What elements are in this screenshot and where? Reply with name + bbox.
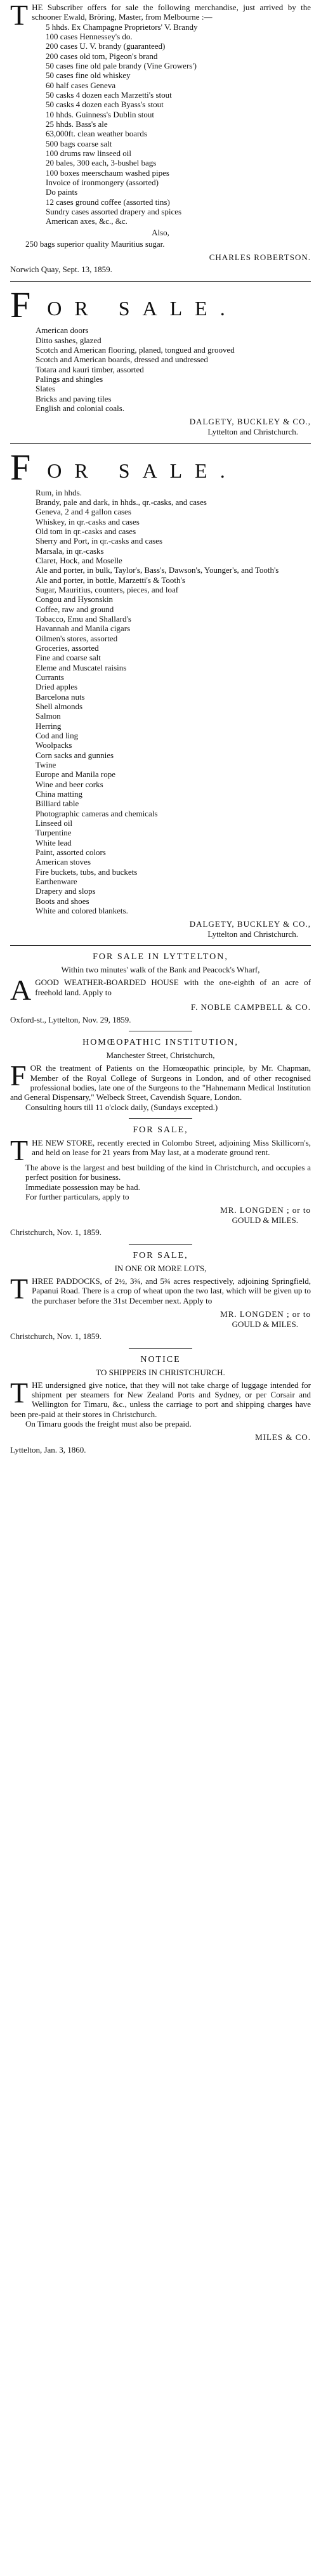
- list-item: 50 casks 4 dozen each Byass's stout: [46, 100, 164, 110]
- list-item: 50 cases fine old whiskey: [46, 70, 131, 81]
- list-item: American stoves: [36, 857, 91, 867]
- list-item: Claret, Hock, and Moselle: [36, 556, 122, 566]
- list-item: Sugar, Mauritius, counters, pieces, and loaf: [36, 585, 179, 595]
- list-item: Shell almonds: [36, 702, 83, 712]
- dateline: Lyttelton, Jan. 3, 1860.: [10, 1444, 86, 1455]
- ad-body: THREE PADDOCKS, of 2½, 3¾, and 5¾ acres respectively, adjoining Springfield, Papanui Road. There is a crop of wheat upon the two last, which will be given up to the purchaser before the 31st December next. Apply to: [10, 1272, 311, 1305]
- signature-2: GOULD & MILES.: [232, 1319, 298, 1329]
- list-item: Brandy, pale and dark, in hhds., qr.-casks, and cases: [36, 497, 207, 507]
- list-item: Ale and porter, in bulk, Taylor's, Bass's, Dawson's, Younger's, and Tooth's: [36, 565, 279, 575]
- list-item: Slates: [36, 384, 56, 394]
- list-item: 60 half cases Geneva: [46, 80, 116, 90]
- list-item: Fine and coarse salt: [36, 653, 101, 663]
- list-item: 100 drums raw linseed oil: [46, 148, 132, 158]
- list-item: Herring: [36, 721, 62, 731]
- ad-body: THE undersigned give notice, that they will not take charge of luggage intended for shipment per steamers for New Zealand Ports and Sydney, or per Corsair and Wellington for Timaru, &c., unless the carriage to port and shipping charges have been pre-paid at their stores in Christchurch.: [10, 1376, 311, 1419]
- list-item: White and colored blankets.: [36, 905, 128, 915]
- list-item: Marsala, in qr.-casks: [36, 546, 104, 556]
- list-item: Turpentine: [36, 828, 72, 838]
- list-item: 25 hhds. Bass's ale: [46, 119, 108, 129]
- list-item: Eleme and Muscatel raisins: [36, 662, 127, 672]
- column-rule: [10, 945, 311, 946]
- ad-heading: FOR SALE,: [133, 1125, 188, 1135]
- list-item: Drapery and slops: [36, 886, 96, 896]
- list-item: Scotch and American flooring, planed, tongued and grooved: [36, 345, 235, 355]
- also-item: 250 bags superior quality Mauritius sugar.: [25, 239, 165, 249]
- list-item: Coffee, raw and ground: [36, 604, 114, 614]
- list-item: 20 bales, 300 each, 3-bushel bags: [46, 158, 157, 168]
- dateline: Norwich Quay, Sept. 13, 1859.: [10, 265, 112, 275]
- signature: CHARLES ROBERTSON.: [209, 252, 311, 262]
- drop-cap: T: [10, 1272, 29, 1305]
- list-item: Currants: [36, 672, 64, 683]
- ad-heading: FOR SALE,: [133, 1250, 188, 1260]
- list-item: 200 cases U. V. brandy (guaranteed): [46, 41, 166, 51]
- list-item: 50 cases fine old pale brandy (Vine Growers'): [46, 60, 197, 70]
- ad-body: FOR the treatment of Patients on the Homœopathic principle, by Mr. Chapman, Member of the Royal College of Surgeons in London, and of other recognised professional bodies, late one of the Surgeons to the "Hahnemann Medical Institution and General Dispensary," Welbeck Street, Cavendish Square, London.: [10, 1059, 311, 1102]
- list-item: Paint, assorted colors: [36, 847, 106, 857]
- list-item: Tobacco, Emu and Shallard's: [36, 614, 131, 624]
- ad-intro: THE Subscriber offers for sale the following merchandise, just arrived by the schooner Ewald, Bröring, Master, from Melbourne :—: [10, 0, 311, 31]
- ad-body-3: Immediate possession may be had.: [25, 1182, 140, 1192]
- list-item: 200 cases old tom, Pigeon's brand: [46, 51, 158, 61]
- signature-1: MR. LONGDEN ; or to: [220, 1205, 311, 1215]
- list-item: Congou and Hysonskin: [36, 594, 114, 605]
- drop-cap: T: [10, 1134, 29, 1167]
- list-item: English and colonial coals.: [36, 403, 125, 413]
- column-rule: [129, 1118, 192, 1119]
- list-item: Ditto sashes, glazed: [36, 335, 102, 345]
- ad-heading: NOTICE: [140, 1354, 181, 1364]
- list-item: American doors: [36, 325, 89, 336]
- list-item: Ale and porter, in bottle, Marzetti's & Tooth's: [36, 575, 185, 585]
- place: Lyttelton and Christchurch.: [207, 426, 298, 436]
- signature-2: GOULD & MILES.: [232, 1215, 298, 1225]
- list-item: Sundry cases assorted drapery and spices: [46, 206, 182, 216]
- list-item: Billiard table: [36, 799, 79, 809]
- advertisement-dalgety-timber: [10, 284, 311, 436]
- list-item: Scotch and American boards, dressed and undressed: [36, 355, 208, 365]
- list-item: 500 bags coarse salt: [46, 138, 112, 148]
- list-item: Totara and kauri timber, assorted: [36, 364, 144, 374]
- list-item: 63,000ft. clean weather boards: [46, 129, 147, 139]
- advertisement-dalgety-stores: [10, 446, 311, 939]
- list-item: Linseed oil: [36, 818, 73, 828]
- list-item: Earthenware: [36, 876, 77, 886]
- list-item: American axes, &c., &c.: [46, 216, 128, 226]
- advertisement-robertson: [10, 0, 311, 275]
- list-item: Cod and ling: [36, 731, 79, 740]
- column-rule: [129, 1244, 192, 1245]
- list-item: Woolpacks: [36, 740, 72, 750]
- list-item: Corn sacks and gunnies: [36, 750, 114, 760]
- advertisement-shippers-notice: [10, 1355, 311, 1455]
- ad-heading: FOR SALE IN LYTTELTON,: [93, 952, 228, 962]
- list-item: Palings and shingles: [36, 374, 103, 384]
- list-item: Boots and shoes: [36, 896, 89, 906]
- ad-subheading: TO SHIPPERS IN CHRISTCHURCH.: [96, 1367, 225, 1377]
- list-item: Photographic cameras and chemicals: [36, 808, 158, 818]
- drop-cap: T: [10, 0, 29, 31]
- list-item: Europe and Manila rope: [36, 769, 115, 780]
- list-item: Invoice of ironmongery (assorted): [46, 177, 159, 187]
- list-item: Bricks and paving tiles: [36, 393, 112, 403]
- dateline: Oxford-st., Lyttelton, Nov. 29, 1859.: [10, 1014, 131, 1024]
- also-label: Also,: [152, 227, 169, 237]
- signature-1: MR. LONGDEN ; or to: [220, 1309, 311, 1319]
- list-item: Do paints: [46, 187, 78, 197]
- list-item: 100 boxes meerschaum washed pipes: [46, 167, 169, 178]
- list-item: Barcelona nuts: [36, 691, 85, 702]
- dateline: Christchurch, Nov. 1, 1859.: [10, 1227, 102, 1238]
- signature: MILES & CO.: [255, 1432, 311, 1442]
- ad-body-4: For further particulars, apply to: [25, 1191, 129, 1201]
- drop-cap: T: [10, 1376, 29, 1409]
- list-item: Fire buckets, tubs, and buckets: [36, 866, 138, 877]
- column-rule: [10, 443, 311, 444]
- advertisement-homeopathic: [10, 1038, 311, 1112]
- ad-body: THE NEW STORE, recently erected in Colombo Street, adjoining Miss Skillicorn's, and held on lease for 21 years from May last, at a moderate ground rent.: [10, 1134, 311, 1167]
- signature: F. NOBLE CAMPBELL & CO.: [190, 1002, 311, 1012]
- signature: DALGETY, BUCKLEY & CO.,: [189, 417, 311, 427]
- drop-cap: F: [10, 1059, 27, 1092]
- goods-list: [10, 325, 311, 413]
- drop-cap: A: [10, 974, 32, 1007]
- goods-list: [10, 488, 311, 915]
- list-item: China matting: [36, 788, 83, 799]
- list-item: Old tom in qr.-casks and cases: [36, 526, 136, 537]
- list-item: Wine and beer corks: [36, 779, 103, 789]
- place: Lyttelton and Christchurch.: [207, 929, 298, 939]
- list-item: 100 cases Hennessey's do.: [46, 31, 133, 41]
- ad-subheading: IN ONE OR MORE LOTS,: [114, 1263, 207, 1273]
- advertisement-new-store: [10, 1125, 311, 1238]
- ad-body-2: On Timaru goods the freight must also be prepaid.: [25, 1419, 192, 1429]
- list-item: Salmon: [36, 711, 61, 721]
- list-item: 10 hhds. Guinness's Dublin stout: [46, 109, 154, 119]
- consulting-hours: Consulting hours till 11 o'clock daily, (Sundays excepted.): [25, 1102, 218, 1112]
- list-item: Groceries, assorted: [36, 643, 99, 653]
- signature: DALGETY, BUCKLEY & CO.,: [189, 919, 311, 929]
- list-item: 12 cases ground coffee (assorted tins): [46, 197, 170, 207]
- list-item: Sherry and Port, in qr.-casks and cases: [36, 536, 163, 546]
- list-item: Havannah and Manila cigars: [36, 624, 131, 634]
- ad-subheading: Within two minutes' walk of the Bank and Peacock's Wharf,: [61, 965, 260, 975]
- for-sale-title: F OR SALE.: [10, 284, 238, 326]
- ad-body-2: The above is the largest and best building of the kind in Christchurch, and occupies a perfect position for business.: [25, 1162, 311, 1182]
- for-sale-title: F OR SALE.: [10, 446, 238, 488]
- ad-heading: HOMŒOPATHIC INSTITUTION,: [82, 1038, 239, 1048]
- column-rule: [10, 281, 311, 282]
- advertisement-paddocks: [10, 1251, 311, 1342]
- list-item: Oilmen's stores, assorted: [36, 633, 118, 643]
- column-rule: [129, 1348, 192, 1349]
- list-item: Whiskey, in qr.-casks and cases: [36, 516, 140, 526]
- list-item: Rum, in hhds.: [36, 487, 82, 497]
- list-item: 50 casks 4 dozen each Marzetti's stout: [46, 89, 172, 100]
- ad-subheading: Manchester Street, Christchurch,: [106, 1050, 215, 1061]
- list-item: White lead: [36, 837, 72, 847]
- list-item: Geneva, 2 and 4 gallon cases: [36, 507, 131, 517]
- advertisement-house-lyttelton: [10, 952, 311, 1024]
- ad-body: A GOOD WEATHER-BOARDED HOUSE with the one-eighth of an acre of freehold land. Apply to: [10, 974, 311, 1007]
- list-item: Twine: [36, 759, 56, 769]
- dateline: Christchurch, Nov. 1, 1859.: [10, 1331, 102, 1342]
- list-item: Dried apples: [36, 682, 78, 692]
- merchandise-list: [10, 22, 311, 226]
- list-item: 5 hhds. Ex Champagne Proprietors' V. Brandy: [46, 22, 198, 32]
